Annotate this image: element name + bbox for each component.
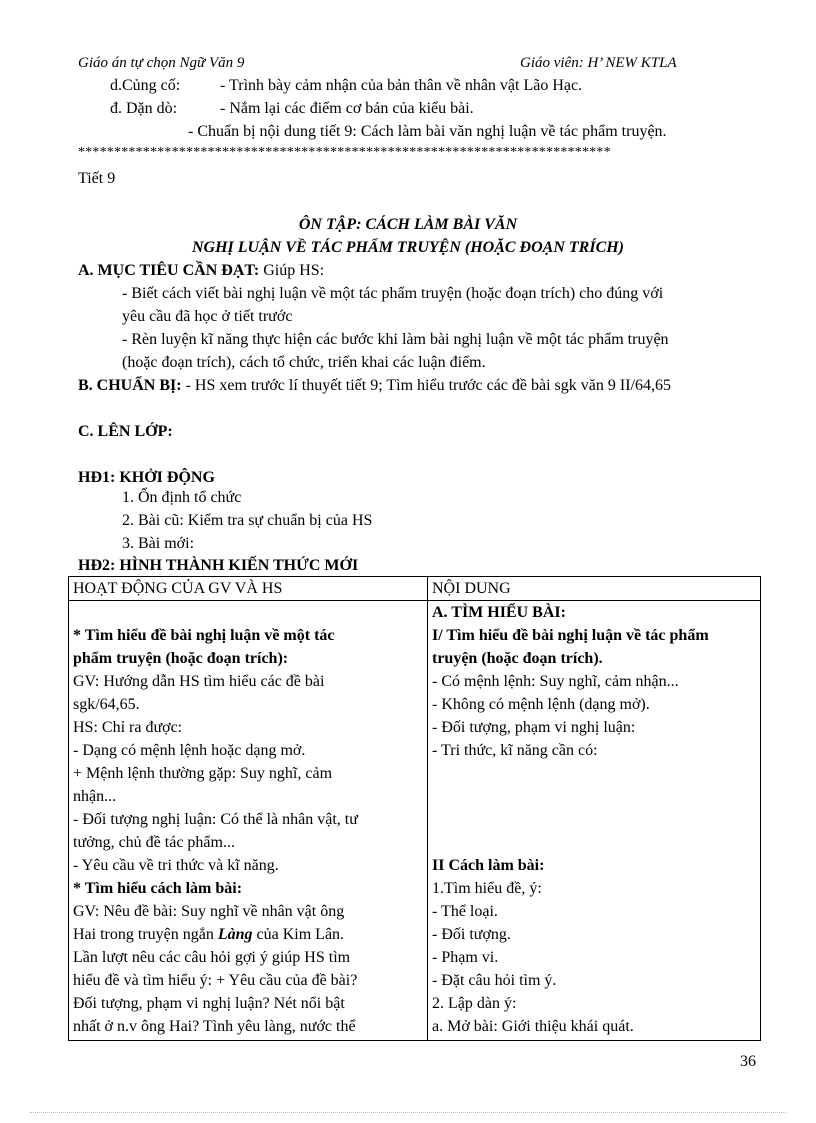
activities-cell bbox=[69, 601, 428, 1041]
hd2-heading: HĐ2: HÌNH THÀNH KIẾN THỨC MỚI bbox=[78, 557, 359, 574]
section-c-heading: C. LÊN LỚP: bbox=[78, 423, 173, 440]
content-line: - Đối tượng. bbox=[432, 926, 511, 943]
section-b bbox=[78, 374, 671, 397]
activity-line: GV: Nêu đề bài: Suy nghĩ về nhân vật ông bbox=[73, 903, 345, 920]
section-a-line-3: - Rèn luyện kĩ năng thực hiện các bước khi làm bài nghị luận về một tác phẩm truyện bbox=[122, 331, 669, 348]
chuanbi-text: - Chuẩn bị nội dung tiết 9: Cách làm bài văn nghị luận về tác phẩm truyện. bbox=[188, 123, 667, 140]
activity-line: - Dạng có mệnh lệnh hoặc dạng mở. bbox=[73, 742, 306, 759]
activity-line: * Tìm hiểu đề bài nghị luận về một tác bbox=[73, 627, 335, 644]
hd1-heading: HĐ1: KHỞI ĐỘNG bbox=[78, 469, 215, 486]
section-a-line-4: (hoặc đoạn trích), cách tổ chức, triển khai các luận điểm. bbox=[122, 354, 486, 371]
content-line: A. TÌM HIỂU BÀI: bbox=[432, 604, 566, 621]
content-line: - Không có mệnh lệnh (dạng mở). bbox=[432, 696, 650, 713]
content-line: - Đặt câu hỏi tìm ý. bbox=[432, 972, 557, 989]
content-line: truyện (hoặc đoạn trích). bbox=[432, 650, 603, 667]
section-a-line-1: - Biết cách viết bài nghị luận về một tác phẩm truyện (hoặc đoạn trích) cho đúng với bbox=[122, 285, 664, 302]
activity-line: - Yêu cầu về tri thức và kĩ năng. bbox=[73, 857, 279, 874]
cungco-text: - Trình bày cảm nhận của bản thân về nhân vật Lão Hạc. bbox=[220, 77, 583, 94]
hd1-item-2: 2. Bài cũ: Kiểm tra sự chuẩn bị của HS bbox=[122, 512, 373, 529]
dando-text: - Nắm lại các điểm cơ bản của kiểu bài. bbox=[220, 100, 474, 117]
content-line: - Đối tượng, phạm vi nghị luận: bbox=[432, 719, 636, 736]
title-line-1: ÔN TẬP: CÁCH LÀM BÀI VĂN bbox=[298, 216, 518, 233]
story-title: Làng bbox=[217, 926, 253, 943]
activity-line: GV: Hướng dẫn HS tìm hiểu các đề bài bbox=[73, 673, 325, 690]
lesson-table bbox=[68, 576, 761, 1041]
section-a-heading bbox=[78, 259, 324, 282]
activity-line: * Tìm hiểu cách làm bài: bbox=[73, 880, 243, 897]
activity-text: Hai trong truyện ngắn bbox=[73, 926, 218, 943]
activity-line: - Đối tượng nghị luận: Có thể là nhân vật, tư bbox=[73, 811, 358, 828]
activity-line: sgk/64,65. bbox=[73, 696, 140, 713]
header-left: Giáo án tự chọn Ngữ Văn 9 bbox=[78, 55, 245, 71]
table-header-content: NỘI DUNG bbox=[428, 577, 761, 601]
content-line: - Tri thức, kĩ năng cần có: bbox=[432, 742, 598, 759]
activity-line: nhất ở n.v ông Hai? Tình yêu làng, nước thể bbox=[73, 1018, 356, 1035]
content-line: - Có mệnh lệnh: Suy nghĩ, cảm nhận... bbox=[432, 673, 679, 690]
section-b-heading: B. CHUẨN BỊ: bbox=[78, 377, 182, 394]
activity-line: hiểu đề và tìm hiểu ý: + Yêu cầu của đề bài? bbox=[73, 972, 358, 989]
section-a-intro: Giúp HS: bbox=[259, 262, 325, 279]
content-line: 1.Tìm hiểu đề, ý: bbox=[432, 880, 542, 897]
activity-text: của Kim Lân. bbox=[252, 926, 345, 943]
content-line: - Phạm vi. bbox=[432, 949, 499, 966]
activity-line: nhận... bbox=[73, 788, 117, 805]
table-body-row bbox=[69, 601, 761, 1041]
content-line: I/ Tìm hiểu đề bài nghị luận về tác phẩm bbox=[432, 627, 709, 644]
hd1-item-3: 3. Bài mới: bbox=[122, 535, 195, 552]
page-bottom-divider bbox=[30, 1112, 786, 1113]
content-cell bbox=[428, 601, 761, 1041]
title-line-2: NGHỊ LUẬN VỀ TÁC PHẨM TRUYỆN (HOẶC ĐOẠN TRÍCH) bbox=[191, 239, 625, 256]
table-header-row bbox=[69, 577, 761, 601]
section-a-title: A. MỤC TIÊU CẦN ĐẠT: bbox=[78, 262, 260, 279]
activity-line: phẩm truyện (hoặc đoạn trích): bbox=[73, 650, 289, 667]
content-line: - Thể loại. bbox=[432, 903, 498, 920]
content-line: a. Mở bài: Giới thiệu khái quát. bbox=[432, 1018, 634, 1035]
hd1-item-1: 1. Ổn định tổ chức bbox=[122, 489, 242, 506]
dando-label: đ. Dặn dò: bbox=[110, 100, 178, 117]
content-line: 2. Lập dàn ý: bbox=[432, 995, 517, 1012]
activity-line: + Mệnh lệnh thường gặp: Suy nghĩ, cảm bbox=[73, 765, 333, 782]
lesson-number: Tiết 9 bbox=[78, 170, 116, 187]
activity-line: Lần lượt nêu các câu hỏi gợi ý giúp HS tìm bbox=[73, 949, 351, 966]
activity-line: Đối tượng, phạm vi nghị luận? Nét nổi bật bbox=[73, 995, 345, 1012]
activity-line bbox=[73, 923, 423, 946]
section-b-text: - HS xem trước lí thuyết tiết 9; Tìm hiểu trước các đề bài sgk văn 9 II/64,65 bbox=[181, 377, 671, 394]
star-divider: ************************************************************************** bbox=[78, 145, 611, 160]
header-right: Giáo viên: H’ NEW KTLA bbox=[520, 55, 677, 71]
content-line: II Cách làm bài: bbox=[432, 857, 545, 874]
page-number: 36 bbox=[740, 1053, 756, 1070]
activity-line: HS: Chỉ ra được: bbox=[73, 719, 183, 736]
section-a-line-2: yêu cầu đã học ở tiết trước bbox=[122, 308, 293, 325]
table-header-activities: HOẠT ĐỘNG CỦA GV VÀ HS bbox=[69, 577, 428, 601]
cungco-label: d.Củng cố: bbox=[110, 77, 181, 94]
activity-line: tưởng, chủ đề tác phẩm... bbox=[73, 834, 235, 851]
